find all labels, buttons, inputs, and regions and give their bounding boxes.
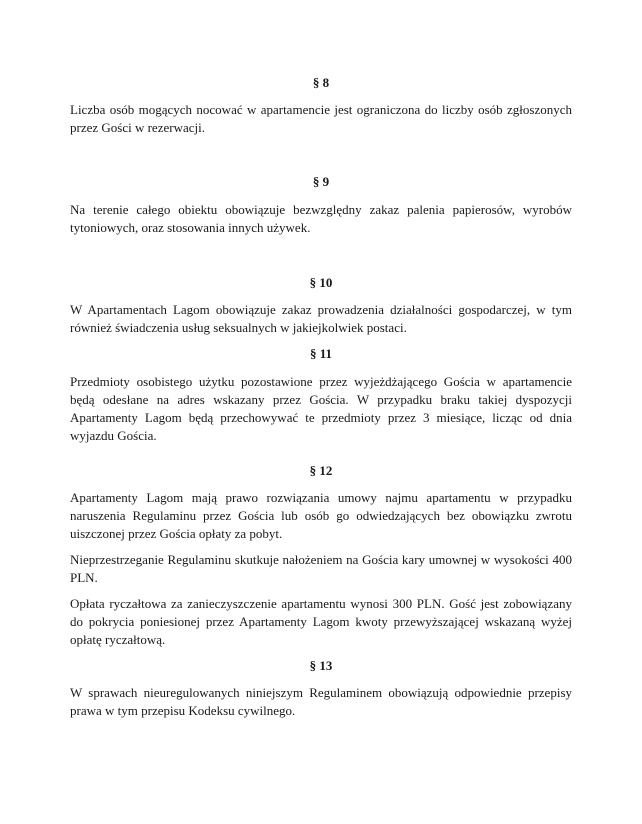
section-13-paragraph-1: W sprawach nieuregulowanych niniejszym Regulaminem obowiązują odpowiednie przepisy prawa w tym przepisu Kodeksu cywilnego. [70,685,572,718]
section-11-heading: § 11 [309,346,333,361]
section-12-paragraph-1: Apartamenty Lagom mają prawo rozwiązania umowy najmu apartamentu w przypadku naruszenia Regulaminu przez Gościa lub osób go odwiedzających bez obowiązku zwrotu uiszczonej przez Gościa opłaty za pobyt. [70,490,572,541]
section-9-paragraph-1: Na terenie całego obiektu obowiązuje bezwzględny zakaz palenia papierosów, wyrobów tytoniowych, oraz stosowania innych używek. [70,202,572,235]
section-12-heading: § 12 [309,463,333,478]
section-10-paragraph-1: W Apartamentach Lagom obowiązuje zakaz prowadzenia działalności gospodarczej, w tym również świadczenia usług seksualnych w jakiejkolwiek postaci. [70,302,572,335]
section-8-heading: § 8 [312,75,330,90]
section-13-heading: § 13 [309,658,333,673]
section-10-heading: § 10 [309,275,333,290]
section-9-heading: § 9 [312,174,330,189]
section-12-paragraph-3: Opłata ryczałtowa za zanieczyszczenie apartamentu wynosi 300 PLN. Gość jest zobowiązany do pokrycia poniesionej przez Apartamenty Lagom kwoty przewyższającej wskazaną wyżej opłatę ryczałtową. [70,596,572,647]
section-8-paragraph-1: Liczba osób mogących nocować w apartamencie jest ograniczona do liczby osób zgłoszonych przez Gości w rezerwacji. [70,102,572,135]
section-11-paragraph-1: Przedmioty osobistego użytku pozostawione przez wyjeżdżającego Gościa w apartamencie będą odesłane na adres wskazany przez Gościa. W przypadku braku takiej dyspozycji Apartamenty Lagom będą przechowywać te przedmioty przez 3 miesiące, licząc od dnia wyjazdu Gościa. [70,374,572,443]
section-12-paragraph-2: Nieprzestrzeganie Regulaminu skutkuje nałożeniem na Gościa kary umownej w wysokości 400 PLN. [70,552,572,585]
